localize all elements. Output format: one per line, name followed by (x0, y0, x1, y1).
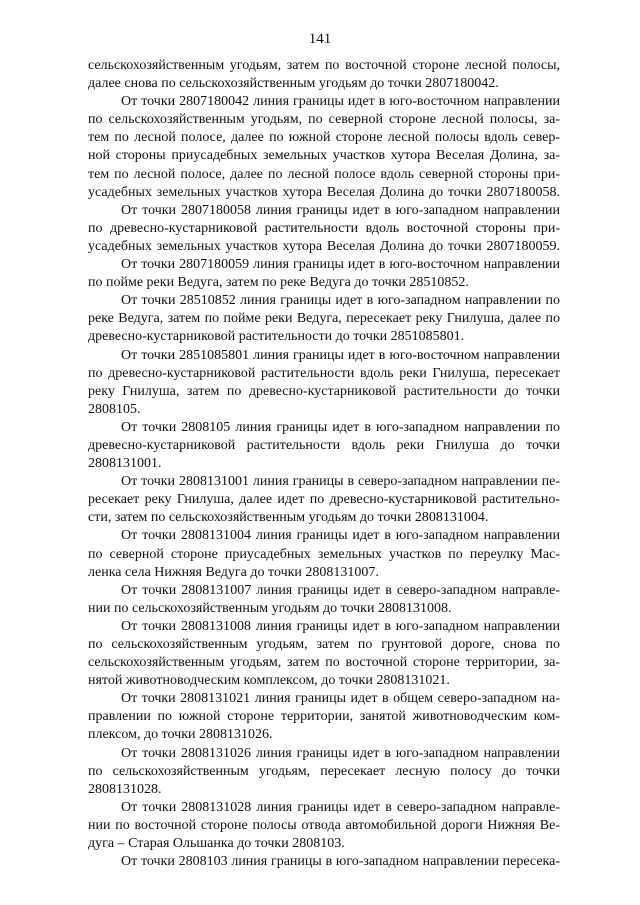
text-line: реку Гнилуша, затем по древесно-кустарниковой растительности до точки (88, 383, 560, 399)
text-line: древесно-кустарниковой растительности до точки 2851085801. (88, 329, 465, 345)
paragraph-first-line: От точки 2807180058 линия границы идет в юго-западном направлении (121, 202, 560, 218)
text-line: по древесно-кустарниковой растительности вдоль реки Гнилуша, пересекает (88, 365, 560, 381)
document-body (88, 57, 560, 871)
text-line: нятой животноводческим комплексом, до точки 2808131021. (88, 673, 450, 689)
text-line: по сельскохозяйственным угодьям, по северной стороне лесной полосы, за- (88, 112, 560, 128)
text-line: 2808105. (88, 401, 141, 417)
text-line: сельскохозяйственным угодьям, затем по восточной стороне территории, за- (88, 655, 560, 671)
text-line: 2808131028. (88, 781, 162, 797)
text-line: 2808131001. (88, 456, 162, 472)
text-line: по пойме реки Ведуга, затем по реке Ведуга до точки 28510852. (88, 275, 469, 291)
text-line: усадебных земельных участков хутора Веселая Долина до точки 2807180058. (88, 184, 560, 200)
paragraph-first-line: От точки 2808131028 линия границы идет в северо-западном направле- (121, 799, 560, 815)
text-line: правлении по южной стороне территории, занятой животноводческим ком- (88, 709, 560, 725)
text-line: по древесно-кустарниковой растительности вдоль восточной стороны при- (88, 220, 560, 236)
paragraph-first-line: От точки 2808131008 линия границы идет в юго-западном направлении (121, 618, 560, 634)
paragraph-first-line: От точки 2808131021 линия границы идет в общем северо-западном на- (121, 691, 560, 707)
text-line: по сельскохозяйственным угодьям, затем по грунтовой дороге, снова по (88, 637, 560, 652)
paragraph-first-line: От точки 2808131026 линия границы идет в юго-западном направлении (121, 745, 560, 761)
page-number: 141 (308, 31, 332, 47)
paragraph-first-line: От точки 2808103 линия границы в юго-западном направлении пересека- (121, 854, 560, 870)
text-line: ресекает реку Гнилуша, далее идет по древесно-кустарниковой растительно- (88, 492, 560, 508)
paragraph-first-line: От точки 28510852 линия границы идет в юго-западном направлении по (121, 293, 560, 309)
text-line: по северной стороне приусадебных земельных участков по переулку Мас- (88, 546, 560, 562)
text-line: нии по восточной стороне полосы отвода автомобильной дороги Нижняя Ве- (88, 817, 560, 833)
text-line: древесно-кустарниковой растительности вдоль реки Гнилуша до точки (88, 437, 560, 453)
text-line: ной стороны приусадебных земельных участков хутора Веселая Долина, за- (88, 148, 560, 164)
paragraph-first-line: От точки 2808131004 линия границы идет в юго-западном направлении (121, 528, 560, 544)
text-line: плексом, до точки 2808131026. (88, 727, 273, 743)
text-line: сти, затем по сельскохозяйственным угодьям до точки 2808131004. (88, 510, 489, 526)
text-line: усадебных земельных участков хутора Веселая Долина до точки 2807180059. (88, 238, 560, 254)
paragraph-first-line: От точки 2807180059 линия границы идет в юго-восточном направлении (121, 257, 560, 273)
paragraph-first-line: От точки 2808131007 линия границы идет в северо-западном направле- (121, 582, 560, 598)
paragraph-first-line: От точки 2851085801 линия границы идет в юго-восточном направлении (121, 347, 560, 363)
text-line: далее снова по сельскохозяйственным угодьям до точки 2807180042. (88, 76, 499, 92)
text-line: тем по лесной полосе, далее по лесной полосе вдоль северной стороны при- (88, 166, 560, 182)
paragraph-first-line: От точки 2808131001 линия границы в северо-западном направлении пе- (121, 474, 560, 490)
text-line: нии по сельскохозяйственным угодьям до точки 2808131008. (88, 600, 452, 616)
text-line: реке Ведуга, затем по пойме реки Ведуга, пересекает реку Гнилуша, далее по (88, 311, 560, 327)
text-line: по сельскохозяйственным угодьям, пересекает лесную полосу до точки (88, 763, 560, 779)
text-line: дуга – Старая Ольшанка до точки 2808103. (88, 836, 345, 852)
text-line: сельскохозяйственным угодьям, затем по восточной стороне лесной полосы, (88, 58, 560, 73)
paragraph-first-line: От точки 2807180042 линия границы идет в юго-восточном направлении (121, 94, 560, 110)
text-line: тем по лесной полосе, далее по южной стороне лесной полосы вдоль север- (88, 130, 560, 146)
paragraph-first-line: От точки 2808105 линия границы идет в юго-западном направлении по (121, 419, 560, 435)
text-line: ленка села Нижняя Ведуга до точки 2808131007. (88, 564, 379, 580)
